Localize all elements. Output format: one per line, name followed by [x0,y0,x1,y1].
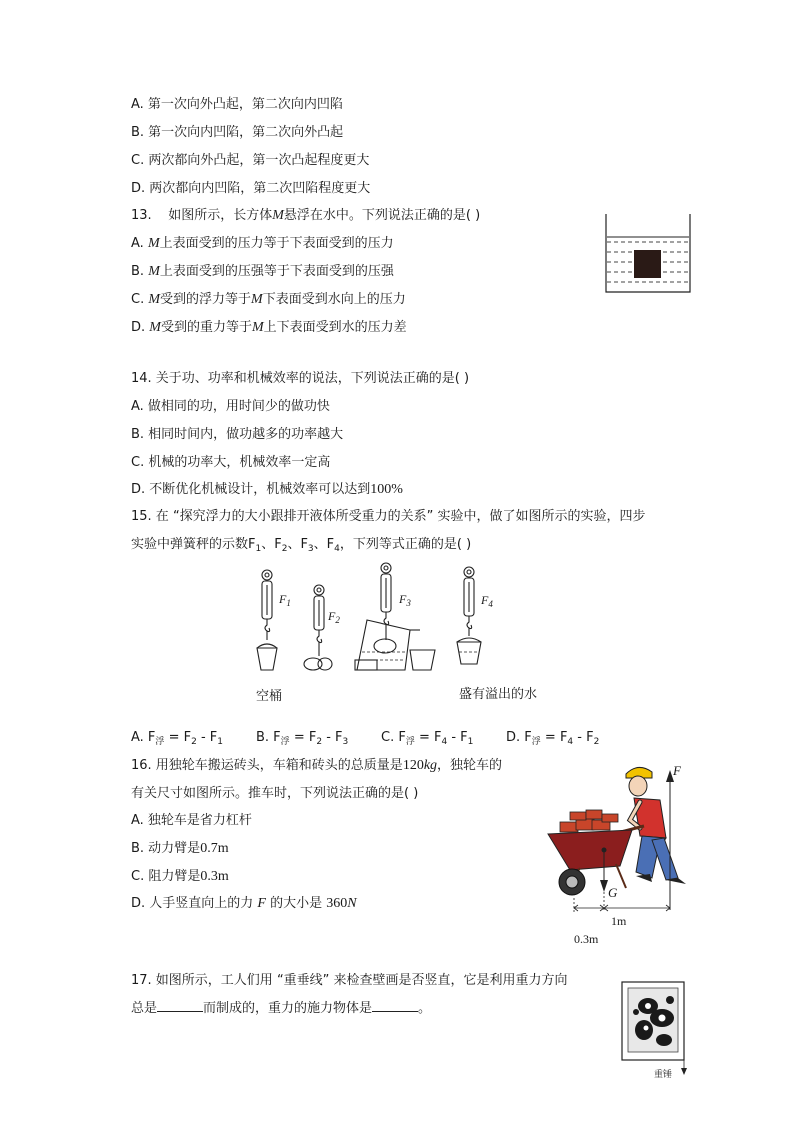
q12-option-d: D. 两次都向内凹陷，第二次凹陷程度更大 [131,181,371,196]
q13-option-d: D. M受到的重力等于M上下表面受到水的压力差 [131,320,407,335]
q12-option-a: A. 第一次向外凸起，第二次向内凹陷 [131,97,343,112]
q16-fig-dim-0-3m: 0.3m [574,932,599,946]
q13-option-c: C. M受到的浮力等于M下表面受到水向上的压力 [131,292,406,307]
q17-plumb-line-figure [618,978,690,1078]
q17-stem-line1: 17. 如图所示，工人们用 “重垂线” 来检查壁画是否竖直，它是利用重力方向 [131,973,568,988]
q16-option-a: A. 独轮车是省力杠杆 [131,813,252,828]
q17-fig-label-plumb: 重锤 [654,1070,673,1080]
q15-stem-line1: 15. 在 “探究浮力的大小跟排开液体所受重力的关系” 实验中，做了如图所示的实验，四步 [131,509,646,524]
cuboid-m [634,250,661,278]
q17-blank-2 [372,999,418,1012]
q16-fig-dim-1m: 1m [611,914,627,928]
q15-option-d: D. $F_浮 = F_4 - F_2$ [506,730,600,747]
q12-option-c: C. 两次都向外凸起，第一次凸起程度更大 [131,153,370,168]
q16-stem-line1: 16. 用独轮车搬运砖头，车箱和砖头的总质量是120kg，独轮车的 [131,758,503,773]
q13-tank-figure [602,212,694,294]
q16-option-b: B. 动力臂是0.7m [131,841,229,856]
q17-stem-line2: 总是 而制成的，重力的施力物体是 。 [131,1001,432,1016]
cart-tray [548,830,632,870]
q14-option-a: A. 做相同的功，用时间少的做功快 [131,399,330,414]
gravity-g-arrow [600,880,608,892]
q15-caption-overflow-water: 盛有溢出的水 [459,687,538,702]
q15-fig-label-f1: $F_1$ [279,592,291,608]
q15-stem-line2: 实验中弹簧秤的示数$F_1$、$F_2$、$F_3$、$F_4$，下列等式正确的是( ) [131,537,472,554]
q16-option-d: D. 人手竖直向上的力 F 的大小是 360N [131,896,357,911]
q13-option-b: B. M上表面受到的压强等于下表面受到的压强 [131,264,394,279]
q15-fig-label-f3: $F_3$ [399,592,411,608]
worker [626,767,686,884]
q14-option-d: D. 不断优化机械设计，机械效率可以达到100% [131,482,403,497]
q16-stem-line2: 有关尺寸如图所示。推车时，下列说法正确的是( ) [131,786,419,801]
plumb-bob-icon [681,1068,687,1075]
q16-fig-label-g: G [608,885,618,900]
bricks [560,810,618,832]
q17-blank-1 [157,999,203,1012]
q15-option-a: A. $F_浮 = F_2 - F_1$ [131,730,223,747]
spring-scale-3 [355,563,435,670]
q14-stem: 14. 关于功、功率和机械效率的说法，下列说法正确的是( ) [131,371,470,386]
q16-option-c: C. 阻力臂是0.3m [131,869,229,884]
q15-experiment-figure [245,560,545,685]
q15-caption-empty-bucket: 空桶 [256,689,283,704]
spring-scale-1 [257,570,277,670]
q15-option-c: C. $F_浮 = F_4 - F_1$ [381,730,474,747]
q12-option-b: B. 第一次向内凹陷，第二次向外凸起 [131,125,344,140]
q13-option-a: A. M上表面受到的压力等于下表面受到的压力 [131,236,394,251]
q13-stem: 13. 如图所示，长方体M悬浮在水中。下列说法正确的是( ) [131,208,481,223]
q15-fig-label-f4: $F_4$ [481,593,493,609]
q16-fig-label-f: F [673,763,681,778]
q14-option-c: C. 机械的功率大，机械效率一定高 [131,455,331,470]
q14-option-b: B. 相同时间内，做功越多的功率越大 [131,427,344,442]
spring-scale-4 [457,567,481,664]
q16-wheelbarrow-figure [540,760,698,930]
q15-option-b: B. $F_浮 = F_2 - F_3$ [256,730,349,747]
q15-fig-label-f2: $F_2$ [328,609,340,625]
